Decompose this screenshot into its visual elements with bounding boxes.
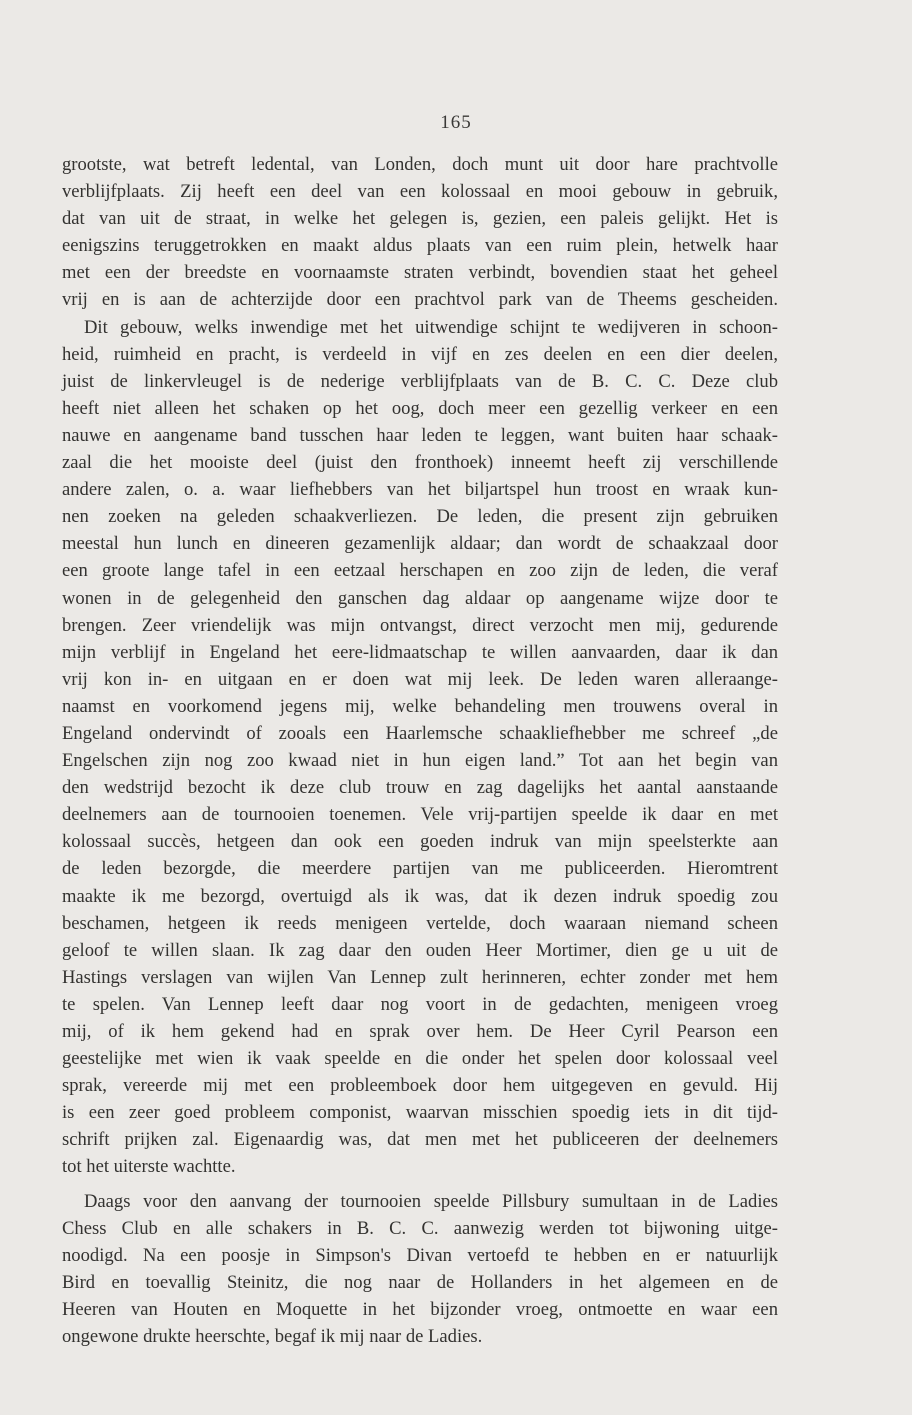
text-line: Engelschen zijn nog zoo kwaad niet in hun eigen land.” Tot aan het begin van xyxy=(62,750,778,772)
text-line: meestal hun lunch en dineeren gezamenlijk aldaar; dan wordt de schaakzaal door xyxy=(62,533,778,555)
text-line: Hastings verslagen van wijlen Van Lennep zult herinneren, echter zonder met hem xyxy=(62,966,778,988)
text-line: heeft niet alleen het schaken op het oog, doch meer een gezellig verkeer en een xyxy=(62,397,778,419)
text-line: te spelen. Van Lennep leeft daar nog voort in de gedachten, menigeen vroeg xyxy=(62,993,778,1015)
text-line: ongewone drukte heerschte, begaf ik mij naar de Ladies. xyxy=(62,1326,483,1348)
text-line: Engeland ondervindt of zooals een Haarlemsche schaakliefhebber me schreef „de xyxy=(62,722,778,744)
text-line: andere zalen, o. a. waar liefhebbers van het biljartspel hun troost en wraak kun- xyxy=(62,479,778,501)
text-line: geestelijke met wien ik vaak speelde en die onder het spelen door kolossaal veel xyxy=(62,1048,778,1070)
text-line: schrift prijken zal. Eigenaardig was, dat men met het publiceeren der deelnemers xyxy=(62,1129,778,1151)
text-line: zaal die het mooiste deel (juist den fronthoek) inneemt heeft zij verschillende xyxy=(62,452,778,474)
text-line: brengen. Zeer vriendelijk was mijn ontvangst, direct verzocht men mij, gedurende xyxy=(62,614,778,636)
text-line: den wedstrijd bezocht ik deze club trouw en zag dagelijks het aantal aanstaande xyxy=(62,777,778,799)
text-line: juist de linkervleugel is de nederige verblijfplaats van de B. C. C. Deze club xyxy=(62,370,778,392)
text-line: deelnemers aan de tournooien toenemen. Vele vrij-partijen speelde ik daar en met xyxy=(62,804,778,826)
page-number: 165 xyxy=(440,112,472,133)
text-line: tot het uiterste wachtte. xyxy=(62,1156,236,1178)
text-line: sprak, vereerde mij met een probleemboek door hem uitgegeven en gevuld. Hij xyxy=(62,1075,778,1097)
text-line: vrij en is aan de achterzijde door een prachtvol park van de Theems gescheiden. xyxy=(62,289,778,311)
text-line: heid, ruimheid en pracht, is verdeeld in vijf en zes deelen en een dier deelen, xyxy=(62,343,778,365)
text-line: dat van uit de straat, in welke het gelegen is, gezien, een paleis gelijkt. Het is xyxy=(62,208,778,230)
text-line: maakte ik me bezorgd, overtuigd als ik was, dat ik dezen indruk spoedig zou xyxy=(62,885,778,907)
text-line: mij, of ik hem gekend had en sprak over hem. De Heer Cyril Pearson een xyxy=(62,1021,778,1042)
text-line: met een der breedste en voornaamste straten verbindt, bovendien staat het geheel xyxy=(62,262,778,284)
text-line: naamst en voorkomend jegens mij, welke behandeling men trouwens overal in xyxy=(62,695,778,717)
text-line: Dit gebouw, welks inwendige met het uitwendige schijnt te wedijveren in schoon- xyxy=(84,316,778,338)
text-line: is een zeer goed probleem componist, waarvan misschien spoedig iets in dit tijd- xyxy=(62,1102,778,1124)
text-line: noodigd. Na een poosje in Simpson's Divan vertoefd te hebben en er natuurlijk xyxy=(62,1244,778,1266)
text-line: Heeren van Houten en Moquette in het bijzonder vroeg, ontmoette en waar een xyxy=(62,1298,778,1320)
text-line: kolossaal succès, hetgeen dan ook een goeden indruk van mijn speelsterkte aan xyxy=(62,831,778,853)
text-line: Daags voor den aanvang der tournooien speelde Pillsbury sumultaan in de Ladies xyxy=(84,1190,778,1212)
text-line: nen zoeken na geleden schaakverliezen. De leden, die present zijn gebruiken xyxy=(62,506,778,528)
text-line: mijn verblijf in Engeland het eere-lidmaatschap te willen aanvaarden, daar ik dan xyxy=(62,641,778,663)
body-text xyxy=(62,151,778,1350)
text-line: vrij kon in- en uitgaan en er doen wat mij leek. De leden waren alleraange- xyxy=(62,668,778,690)
text-line: Chess Club en alle schakers in B. C. C. aanwezig werden tot bijwoning uitge- xyxy=(62,1217,778,1239)
text-line: verblijfplaats. Zij heeft een deel van een kolossaal en mooi gebouw in gebruik, xyxy=(62,181,778,203)
paragraph-3 xyxy=(62,1188,778,1351)
text-line: Bird en toevallig Steinitz, die nog naar de Hollanders in het algemeen en de xyxy=(62,1271,778,1293)
text-line: beschamen, hetgeen ik reeds menigeen vertelde, doch waaraan niemand scheen xyxy=(62,912,778,934)
paragraph-1 xyxy=(62,151,778,314)
text-line: nauwe en aangename band tusschen haar leden te leggen, want buiten haar schaak- xyxy=(62,424,778,446)
text-line: wonen in de gelegenheid den ganschen dag aldaar op aangename wijze door te xyxy=(62,587,778,609)
text-line: eenigszins teruggetrokken en maakt aldus plaats van een ruim plein, hetwelk haar xyxy=(62,235,778,257)
text-line: een groote lange tafel in een eetzaal herschapen en zoo zijn de leden, die veraf xyxy=(62,560,778,582)
text-line: de leden bezorgde, die meerdere partijen van me publiceerden. Hieromtrent xyxy=(62,858,778,880)
paragraph-2 xyxy=(62,314,778,1181)
text-line: geloof te willen slaan. Ik zag daar den ouden Heer Mortimer, dien ge u uit de xyxy=(62,939,778,961)
text-line: grootste, wat betreft ledental, van Londen, doch munt uit door hare prachtvolle xyxy=(62,154,778,175)
